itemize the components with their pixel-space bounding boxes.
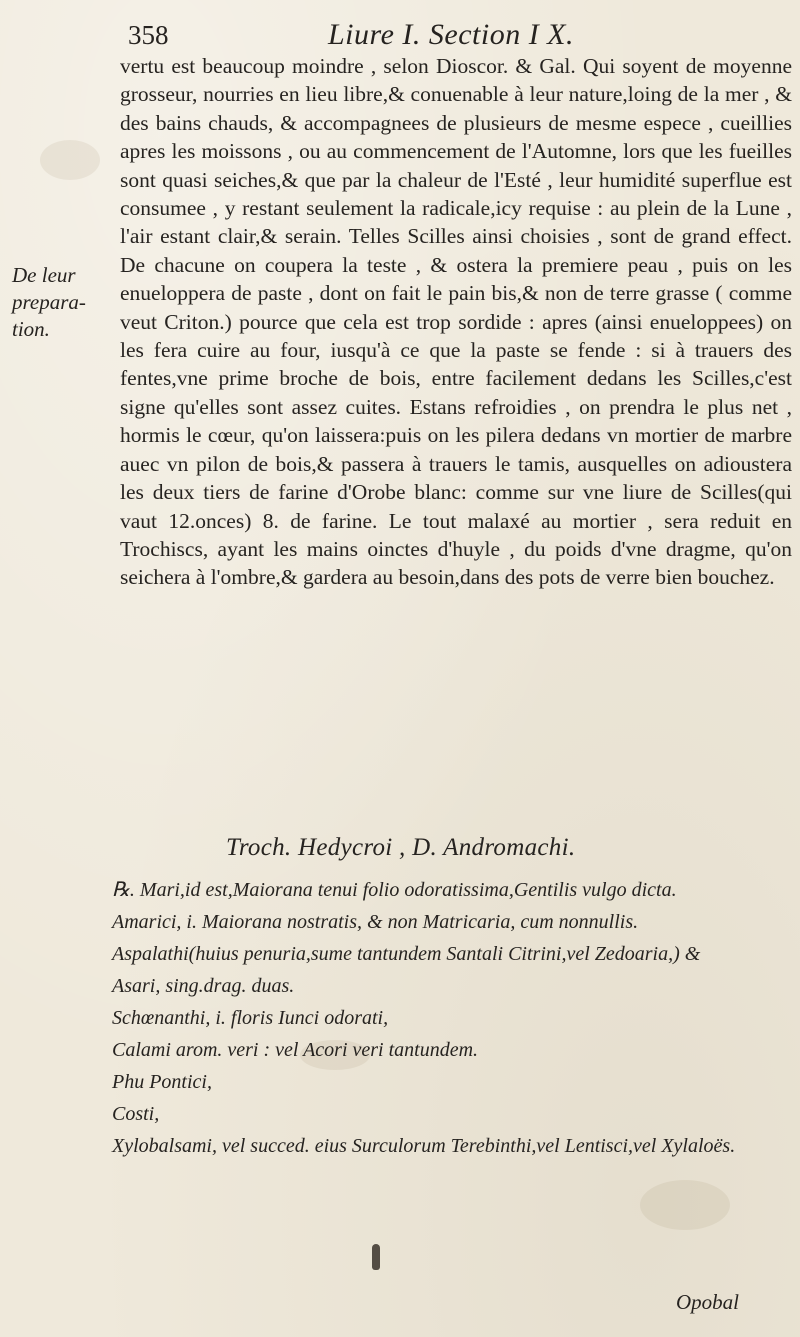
ingredient-line: Xylobalsami, vel succed. eius Surculorum Terebinthi,vel Lentisci,vel Xylaloës. [112, 1135, 736, 1157]
ingredient-line: Aspalathi(huius penuria,sume tantundem Santali Citrini,vel Zedoaria,) & [112, 943, 701, 965]
running-head: Liure I. Section I X. [328, 18, 575, 51]
page-number: 358 [128, 20, 169, 50]
margin-note-line: prepara- [12, 290, 86, 314]
margin-note [12, 262, 116, 343]
ingredient-line: Schœnanthi, i. floris Iunci odorati, [112, 1007, 389, 1029]
ingredient-line: Calami arom. veri : vel Acori veri tantundem. [112, 1039, 479, 1061]
ingredient-list [112, 876, 794, 1164]
margin-note-line: De leur [12, 263, 76, 287]
ingredient-line: Amarici, i. Maiorana nostratis, & non Matricaria, cum nonnullis. [112, 911, 639, 933]
ingredient-line: Asari, sing.drag. duas. [112, 975, 295, 997]
paper-stain [40, 140, 100, 180]
ingredient-line: Costi, [112, 1103, 160, 1125]
body-paragraph: vertu est beaucoup moindre , selon Dioscor. & Gal. Qui soyent de moyenne grosseur, nourries en lieu libre,& conuenable à leur nature,loing de la mer , & des bains chauds, & accompagnees de plusieurs de mesme espece , cueillies apres les moissons , ou au commencement de l'Automne, lors que les fueilles sont quasi seiches,& que par la chaleur de l'Esté , leur humidité superflue est consumee , y restant seulement la radicale,icy requise : au plein de la Lune , l'air estant clair,& serain. Telles Scilles ainsi choisies , sont de grand effect. De chacune on coupera la teste , & ostera la premiere peau , puis on les enueloppera de paste , dont on fait le pain bis,& non de terre grasse ( comme veut Criton.) pource que cela est trop sordide : apres (ainsi enueloppees) on les fera cuire au four, iusqu'à ce que la paste se fende : si à trauers des fentes,vne prime broche de bois, entre facilement dedans les Scilles,c'est signe qu'elles sont assez cuites. Estans refroidies , on prendra le plus net , hormis le cœur, qu'on laissera:puis on les pilera dedans vn mortier de marbre auec vn pilon de bois,& passera à trauers le tamis, ausquelles on adioustera les deux tiers de farine d'Orobe blanc: comme sur vne liure de Scilles(qui vaut 12.onces) 8. de farine. Le tout malaxé au mortier , sera reduit en Trochiscs, ayant les mains oinctes d'huyle , du poids d'vne dragme, qu'on seichera à l'ombre,& gardera au besoin,dans des pots de verre bien bouchez. [120, 54, 792, 590]
catchword: Opobal [676, 1290, 739, 1314]
ink-blot-ornament [372, 1244, 380, 1270]
page-header [128, 18, 728, 54]
paper-stain [640, 1180, 730, 1230]
ingredient-line: Phu Pontici, [112, 1071, 212, 1093]
ingredient-line: ℞. Mari,id est,Maiorana tenui folio odoratissima,Gentilis vulgo dicta. [112, 879, 677, 901]
margin-note-line: tion. [12, 317, 50, 341]
recipe-title: Troch. Hedycroi , D. Andromachi. [226, 834, 576, 861]
